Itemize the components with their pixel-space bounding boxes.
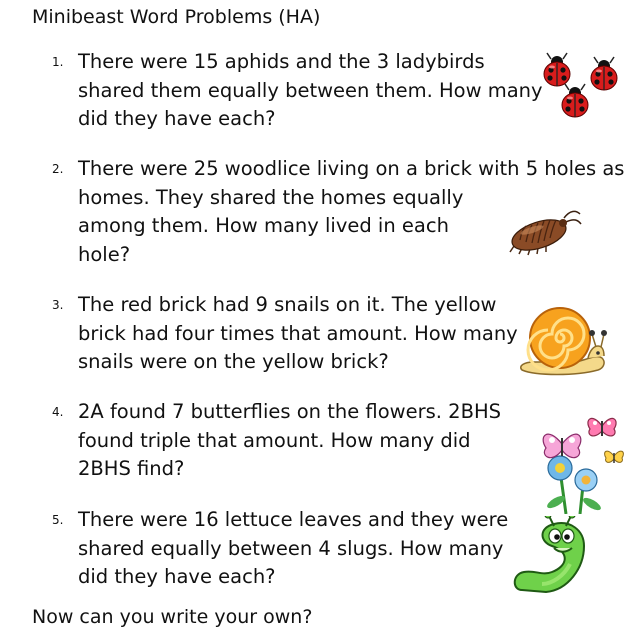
ladybirds-picture: [530, 48, 630, 120]
problem-line: did they have each?: [78, 107, 276, 130]
problem-line: The red brick had 9 snails on it. The yellow: [78, 293, 497, 316]
butterflies-picture: [536, 410, 626, 514]
problem-text: [78, 291, 518, 377]
problem-number: 3.: [52, 298, 64, 312]
problem-line: 2A found 7 butterflies on the flowers. 2BHS: [78, 400, 501, 423]
problem-line: shared equally between 4 slugs. How many: [78, 536, 504, 560]
problem-line: brick had four times that amount. How many: [78, 321, 518, 345]
problem-text: [78, 48, 543, 134]
problem-line: There were 16 lettuce leaves and they were: [78, 508, 509, 531]
problem-text: [78, 398, 501, 484]
worksheet-title: Minibeast Word Problems (HA): [32, 6, 321, 28]
snail-icon: [521, 308, 607, 375]
snail-picture: [516, 300, 616, 380]
problem-line: found triple that amount. How many did: [78, 428, 471, 452]
problem-line: hole?: [78, 242, 131, 266]
woodlouse-picture: [506, 206, 582, 256]
problem-line: shared them equally between them. How many: [78, 78, 543, 102]
problem-number: 2.: [52, 162, 64, 176]
problem-line: There were 15 aphids and the 3 ladybirds: [78, 50, 485, 73]
butterfly-icon: [605, 451, 624, 463]
problem-number: 5.: [52, 513, 64, 527]
ladybird-icon: [591, 57, 617, 90]
problem-line: snails were on the yellow brick?: [78, 350, 389, 373]
problem-number: 4.: [52, 405, 64, 419]
ladybird-icon: [562, 84, 588, 117]
problem-line: 2BHS find?: [78, 457, 185, 480]
problem-number: 1.: [52, 55, 64, 69]
problem-text: [78, 506, 508, 592]
slug-picture: [512, 516, 596, 596]
slug-icon: [515, 516, 584, 592]
problem-line: homes. They shared the homes equally: [78, 185, 464, 209]
ladybird-icon: [544, 53, 570, 86]
footer-prompt: Now can you write your own?: [32, 606, 313, 628]
butterfly-icon: [543, 434, 581, 457]
problem-line: did they have each?: [78, 565, 276, 588]
butterfly-icon: [588, 418, 616, 436]
woodlouse-icon: [508, 211, 581, 256]
problem-line: There were 25 woodlice living on a brick with 5 holes as: [78, 157, 625, 180]
flowers-icon: [545, 456, 602, 514]
problem-line: among them. How many lived in each: [78, 214, 449, 237]
